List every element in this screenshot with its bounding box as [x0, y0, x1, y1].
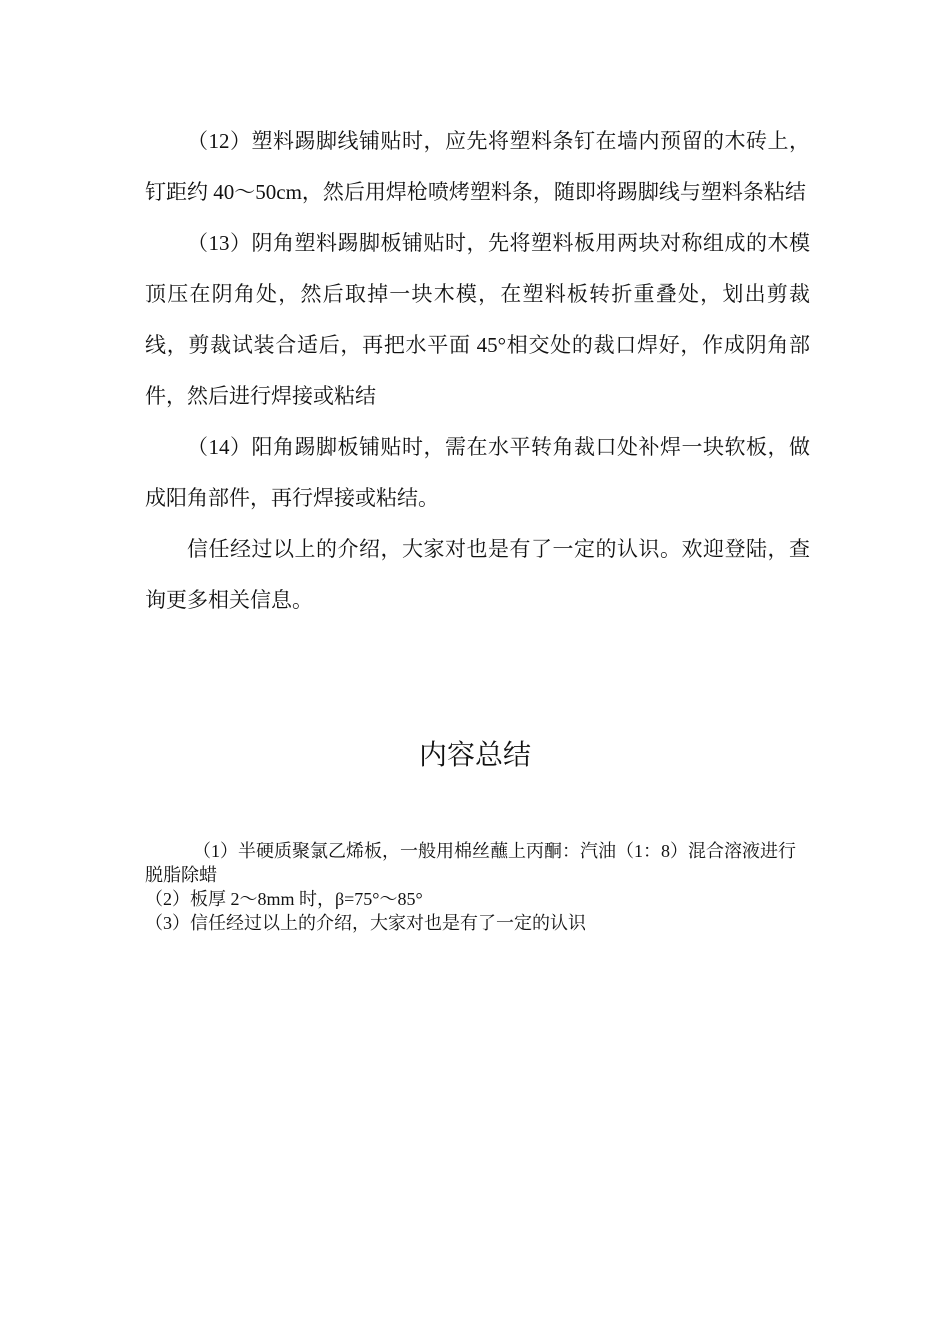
summary-item-3: （3）信任经过以上的介绍，大家对也是有了一定的认识: [145, 913, 586, 933]
summary-list: [145, 839, 805, 935]
summary-item-1: （1）半硬质聚氯乙烯板，一般用棉丝蘸上丙酮：汽油（1：8）混合溶液进行脱脂除蜡: [145, 841, 796, 885]
summary-title: 内容总结: [418, 740, 531, 771]
paragraph-14: （14）阳角踢脚板铺贴时，需在水平转角裁口处补焊一块软板，做成阳角部件，再行焊接或粘结。: [145, 435, 810, 510]
summary-item-2: （2）板厚 2～8mm 时，β=75°～85°: [145, 889, 423, 909]
paragraph-13: （13）阴角塑料踢脚板铺贴时，先将塑料板用两块对称组成的木模顶压在阴角处，然后取掉一块木模，在塑料板转折重叠处，划出剪裁线，剪裁试装合适后，再把水平面 45°相交处的裁口焊好，作成阴角部件，然后进行焊接或粘结: [145, 231, 810, 408]
closing-paragraph: 信任经过以上的介绍，大家对也是有了一定的认识。欢迎登陆，查询更多相关信息。: [145, 537, 810, 612]
paragraph-12: （12）塑料踢脚线铺贴时，应先将塑料条钉在墙内预留的木砖上，钉距约 40～50cm，然后用焊枪喷烤塑料条，随即将踢脚线与塑料条粘结: [145, 129, 810, 204]
body-text: [145, 116, 810, 626]
